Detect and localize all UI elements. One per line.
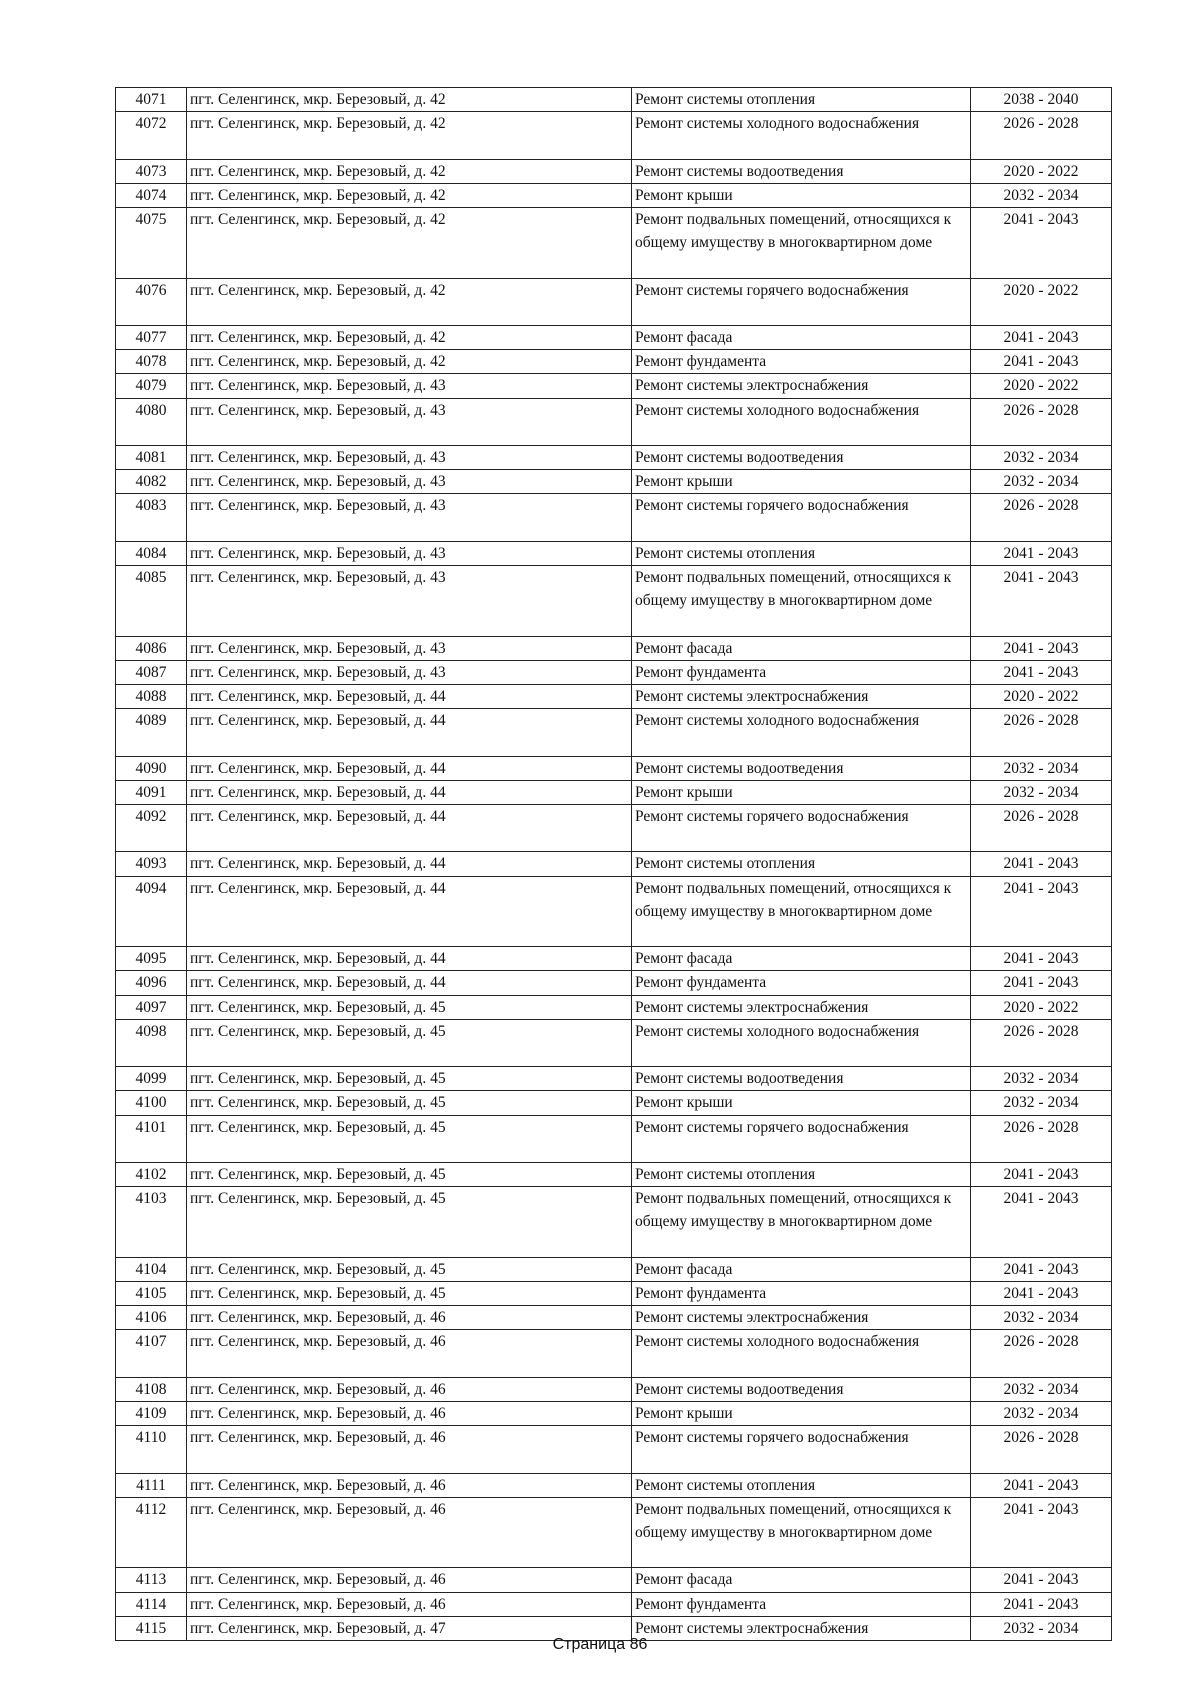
row-number: 4110 — [116, 1426, 187, 1473]
row-number: 4079 — [116, 374, 187, 398]
row-number: 4112 — [116, 1497, 187, 1568]
period-cell: 2041 - 2043 — [971, 1162, 1112, 1186]
table-row — [116, 112, 1112, 159]
row-number: 4095 — [116, 947, 187, 971]
address-cell: пгт. Селенгинск, мкр. Березовый, д. 45 — [187, 1187, 632, 1258]
period-cell: 2032 - 2034 — [971, 1067, 1112, 1091]
address-cell: пгт. Селенгинск, мкр. Березовый, д. 43 — [187, 636, 632, 660]
work-type-cell: Ремонт системы горячего водоснабжения — [632, 494, 971, 541]
period-cell: 2041 - 2043 — [971, 1473, 1112, 1497]
row-number: 4078 — [116, 350, 187, 374]
address-cell: пгт. Селенгинск, мкр. Березовый, д. 45 — [187, 1115, 632, 1162]
row-number: 4086 — [116, 636, 187, 660]
work-type-cell: Ремонт фундамента — [632, 660, 971, 684]
work-type-cell: Ремонт системы горячего водоснабжения — [632, 804, 971, 851]
period-cell: 2032 - 2034 — [971, 1306, 1112, 1330]
table-row — [116, 470, 1112, 494]
work-type-cell: Ремонт системы водоотведения — [632, 756, 971, 780]
period-cell: 2041 - 2043 — [971, 325, 1112, 349]
work-type-cell: Ремонт подвальных помещений, относящихся к общему имуществу в многоквартирном доме — [632, 1187, 971, 1258]
address-cell: пгт. Селенгинск, мкр. Березовый, д. 45 — [187, 1162, 632, 1186]
row-number: 4092 — [116, 804, 187, 851]
period-cell: 2032 - 2034 — [971, 1616, 1112, 1640]
period-cell: 2041 - 2043 — [971, 541, 1112, 565]
row-number: 4075 — [116, 208, 187, 279]
address-cell: пгт. Селенгинск, мкр. Березовый, д. 44 — [187, 971, 632, 995]
work-type-cell: Ремонт подвальных помещений, относящихся к общему имуществу в многоквартирном доме — [632, 1497, 971, 1568]
address-cell: пгт. Селенгинск, мкр. Березовый, д. 44 — [187, 804, 632, 851]
address-cell: пгт. Селенгинск, мкр. Березовый, д. 45 — [187, 1019, 632, 1066]
period-cell: 2032 - 2034 — [971, 470, 1112, 494]
table-row — [116, 1473, 1112, 1497]
address-cell: пгт. Селенгинск, мкр. Березовый, д. 45 — [187, 1281, 632, 1305]
work-type-cell: Ремонт системы электроснабжения — [632, 995, 971, 1019]
work-type-cell: Ремонт системы электроснабжения — [632, 1306, 971, 1330]
row-number: 4085 — [116, 565, 187, 636]
address-cell: пгт. Селенгинск, мкр. Березовый, д. 46 — [187, 1401, 632, 1425]
work-type-cell: Ремонт подвальных помещений, относящихся к общему имуществу в многоквартирном доме — [632, 208, 971, 279]
work-type-cell: Ремонт системы холодного водоснабжения — [632, 1330, 971, 1377]
table-row — [116, 541, 1112, 565]
work-type-cell: Ремонт системы водоотведения — [632, 159, 971, 183]
row-number: 4111 — [116, 1473, 187, 1497]
period-cell: 2041 - 2043 — [971, 1592, 1112, 1616]
period-cell: 2041 - 2043 — [971, 947, 1112, 971]
period-cell: 2026 - 2028 — [971, 112, 1112, 159]
period-cell: 2041 - 2043 — [971, 1257, 1112, 1281]
address-cell: пгт. Селенгинск, мкр. Березовый, д. 43 — [187, 494, 632, 541]
table-row — [116, 947, 1112, 971]
period-cell: 2026 - 2028 — [971, 1330, 1112, 1377]
period-cell: 2041 - 2043 — [971, 350, 1112, 374]
period-cell: 2038 - 2040 — [971, 88, 1112, 112]
table-row — [116, 88, 1112, 112]
table-row — [116, 1019, 1112, 1066]
address-cell: пгт. Селенгинск, мкр. Березовый, д. 42 — [187, 278, 632, 325]
table-row — [116, 159, 1112, 183]
row-number: 4080 — [116, 398, 187, 445]
row-number: 4089 — [116, 709, 187, 756]
address-cell: пгт. Селенгинск, мкр. Березовый, д. 46 — [187, 1306, 632, 1330]
row-number: 4072 — [116, 112, 187, 159]
period-cell: 2026 - 2028 — [971, 1019, 1112, 1066]
address-cell: пгт. Селенгинск, мкр. Березовый, д. 42 — [187, 208, 632, 279]
row-number: 4099 — [116, 1067, 187, 1091]
address-cell: пгт. Селенгинск, мкр. Березовый, д. 44 — [187, 684, 632, 708]
address-cell: пгт. Селенгинск, мкр. Березовый, д. 43 — [187, 398, 632, 445]
row-number: 4107 — [116, 1330, 187, 1377]
row-number: 4098 — [116, 1019, 187, 1066]
address-cell: пгт. Селенгинск, мкр. Березовый, д. 46 — [187, 1330, 632, 1377]
work-type-cell: Ремонт системы отопления — [632, 1162, 971, 1186]
work-type-cell: Ремонт системы отопления — [632, 852, 971, 876]
row-number: 4108 — [116, 1377, 187, 1401]
period-cell: 2041 - 2043 — [971, 971, 1112, 995]
address-cell: пгт. Селенгинск, мкр. Березовый, д. 47 — [187, 1616, 632, 1640]
repair-schedule-table — [115, 87, 1112, 1641]
period-cell: 2032 - 2034 — [971, 1401, 1112, 1425]
work-type-cell: Ремонт системы горячего водоснабжения — [632, 1426, 971, 1473]
period-cell: 2020 - 2022 — [971, 995, 1112, 1019]
table-row — [116, 660, 1112, 684]
table-row — [116, 208, 1112, 279]
table-row — [116, 1067, 1112, 1091]
table-row — [116, 995, 1112, 1019]
address-cell: пгт. Селенгинск, мкр. Березовый, д. 43 — [187, 445, 632, 469]
period-cell: 2020 - 2022 — [971, 278, 1112, 325]
row-number: 4082 — [116, 470, 187, 494]
work-type-cell: Ремонт системы электроснабжения — [632, 1616, 971, 1640]
row-number: 4115 — [116, 1616, 187, 1640]
work-type-cell: Ремонт фундамента — [632, 350, 971, 374]
period-cell: 2041 - 2043 — [971, 636, 1112, 660]
table-row — [116, 325, 1112, 349]
table-row — [116, 971, 1112, 995]
row-number: 4088 — [116, 684, 187, 708]
period-cell: 2041 - 2043 — [971, 1187, 1112, 1258]
period-cell: 2026 - 2028 — [971, 494, 1112, 541]
row-number: 4076 — [116, 278, 187, 325]
table-row — [116, 278, 1112, 325]
table-row — [116, 1568, 1112, 1592]
work-type-cell: Ремонт фасада — [632, 947, 971, 971]
address-cell: пгт. Селенгинск, мкр. Березовый, д. 44 — [187, 780, 632, 804]
address-cell: пгт. Селенгинск, мкр. Березовый, д. 44 — [187, 709, 632, 756]
row-number: 4096 — [116, 971, 187, 995]
table-row — [116, 183, 1112, 207]
table-row — [116, 1257, 1112, 1281]
address-cell: пгт. Селенгинск, мкр. Березовый, д. 42 — [187, 350, 632, 374]
row-number: 4083 — [116, 494, 187, 541]
table-row — [116, 374, 1112, 398]
table-row — [116, 350, 1112, 374]
table-row — [116, 709, 1112, 756]
address-cell: пгт. Селенгинск, мкр. Березовый, д. 44 — [187, 947, 632, 971]
period-cell: 2026 - 2028 — [971, 1115, 1112, 1162]
table-row — [116, 1426, 1112, 1473]
address-cell: пгт. Селенгинск, мкр. Березовый, д. 43 — [187, 541, 632, 565]
work-type-cell: Ремонт фасада — [632, 636, 971, 660]
table-row — [116, 636, 1112, 660]
period-cell: 2041 - 2043 — [971, 565, 1112, 636]
table-row — [116, 756, 1112, 780]
row-number: 4093 — [116, 852, 187, 876]
table-row — [116, 1281, 1112, 1305]
address-cell: пгт. Селенгинск, мкр. Березовый, д. 45 — [187, 995, 632, 1019]
address-cell: пгт. Селенгинск, мкр. Березовый, д. 43 — [187, 660, 632, 684]
work-type-cell: Ремонт подвальных помещений, относящихся к общему имуществу в многоквартирном доме — [632, 876, 971, 947]
address-cell: пгт. Селенгинск, мкр. Березовый, д. 44 — [187, 756, 632, 780]
address-cell: пгт. Селенгинск, мкр. Березовый, д. 42 — [187, 325, 632, 349]
row-number: 4071 — [116, 88, 187, 112]
row-number: 4084 — [116, 541, 187, 565]
period-cell: 2032 - 2034 — [971, 1377, 1112, 1401]
work-type-cell: Ремонт системы отопления — [632, 541, 971, 565]
row-number: 4094 — [116, 876, 187, 947]
work-type-cell: Ремонт системы электроснабжения — [632, 374, 971, 398]
table-row — [116, 1306, 1112, 1330]
period-cell: 2032 - 2034 — [971, 445, 1112, 469]
address-cell: пгт. Селенгинск, мкр. Березовый, д. 44 — [187, 876, 632, 947]
period-cell: 2032 - 2034 — [971, 183, 1112, 207]
address-cell: пгт. Селенгинск, мкр. Березовый, д. 42 — [187, 183, 632, 207]
page-number: Страница 86 — [552, 1636, 648, 1653]
table-row — [116, 1592, 1112, 1616]
address-cell: пгт. Селенгинск, мкр. Березовый, д. 43 — [187, 374, 632, 398]
address-cell: пгт. Селенгинск, мкр. Березовый, д. 46 — [187, 1377, 632, 1401]
row-number: 4102 — [116, 1162, 187, 1186]
period-cell: 2032 - 2034 — [971, 780, 1112, 804]
address-cell: пгт. Селенгинск, мкр. Березовый, д. 46 — [187, 1473, 632, 1497]
table-row — [116, 494, 1112, 541]
work-type-cell: Ремонт системы холодного водоснабжения — [632, 112, 971, 159]
work-type-cell: Ремонт системы водоотведения — [632, 1377, 971, 1401]
work-type-cell: Ремонт системы холодного водоснабжения — [632, 398, 971, 445]
address-cell: пгт. Селенгинск, мкр. Березовый, д. 45 — [187, 1257, 632, 1281]
work-type-cell: Ремонт системы горячего водоснабжения — [632, 1115, 971, 1162]
address-cell: пгт. Селенгинск, мкр. Березовый, д. 44 — [187, 852, 632, 876]
period-cell: 2020 - 2022 — [971, 159, 1112, 183]
period-cell: 2020 - 2022 — [971, 684, 1112, 708]
table-row — [116, 565, 1112, 636]
table-row — [116, 1497, 1112, 1568]
work-type-cell: Ремонт системы отопления — [632, 1473, 971, 1497]
address-cell: пгт. Селенгинск, мкр. Березовый, д. 45 — [187, 1067, 632, 1091]
address-cell: пгт. Селенгинск, мкр. Березовый, д. 42 — [187, 88, 632, 112]
period-cell: 2041 - 2043 — [971, 1281, 1112, 1305]
table-row — [116, 1330, 1112, 1377]
address-cell: пгт. Селенгинск, мкр. Березовый, д. 42 — [187, 112, 632, 159]
period-cell: 2020 - 2022 — [971, 374, 1112, 398]
address-cell: пгт. Селенгинск, мкр. Березовый, д. 42 — [187, 159, 632, 183]
work-type-cell: Ремонт фундамента — [632, 1592, 971, 1616]
period-cell: 2026 - 2028 — [971, 709, 1112, 756]
work-type-cell: Ремонт крыши — [632, 780, 971, 804]
row-number: 4100 — [116, 1091, 187, 1115]
table-row — [116, 1377, 1112, 1401]
period-cell: 2032 - 2034 — [971, 1091, 1112, 1115]
address-cell: пгт. Селенгинск, мкр. Березовый, д. 46 — [187, 1426, 632, 1473]
table-row — [116, 1401, 1112, 1425]
row-number: 4109 — [116, 1401, 187, 1425]
row-number: 4101 — [116, 1115, 187, 1162]
period-cell: 2041 - 2043 — [971, 876, 1112, 947]
table-body — [116, 88, 1112, 1641]
period-cell: 2041 - 2043 — [971, 208, 1112, 279]
row-number: 4103 — [116, 1187, 187, 1258]
work-type-cell: Ремонт фасада — [632, 325, 971, 349]
address-cell: пгт. Селенгинск, мкр. Березовый, д. 46 — [187, 1497, 632, 1568]
period-cell: 2026 - 2028 — [971, 398, 1112, 445]
address-cell: пгт. Селенгинск, мкр. Березовый, д. 46 — [187, 1592, 632, 1616]
work-type-cell: Ремонт крыши — [632, 1091, 971, 1115]
work-type-cell: Ремонт системы водоотведения — [632, 445, 971, 469]
work-type-cell: Ремонт фасада — [632, 1568, 971, 1592]
work-type-cell: Ремонт крыши — [632, 183, 971, 207]
row-number: 4081 — [116, 445, 187, 469]
table-row — [116, 1091, 1112, 1115]
work-type-cell: Ремонт системы водоотведения — [632, 1067, 971, 1091]
work-type-cell: Ремонт фундамента — [632, 1281, 971, 1305]
work-type-cell: Ремонт системы отопления — [632, 88, 971, 112]
table-row — [116, 780, 1112, 804]
table-row — [116, 1162, 1112, 1186]
address-cell: пгт. Селенгинск, мкр. Березовый, д. 45 — [187, 1091, 632, 1115]
row-number: 4104 — [116, 1257, 187, 1281]
work-type-cell: Ремонт крыши — [632, 470, 971, 494]
period-cell: 2041 - 2043 — [971, 1497, 1112, 1568]
row-number: 4105 — [116, 1281, 187, 1305]
period-cell: 2032 - 2034 — [971, 756, 1112, 780]
row-number: 4114 — [116, 1592, 187, 1616]
table-row — [116, 1115, 1112, 1162]
work-type-cell: Ремонт крыши — [632, 1401, 971, 1425]
work-type-cell: Ремонт системы холодного водоснабжения — [632, 1019, 971, 1066]
period-cell: 2041 - 2043 — [971, 852, 1112, 876]
table-row — [116, 804, 1112, 851]
table-row — [116, 398, 1112, 445]
row-number: 4090 — [116, 756, 187, 780]
row-number: 4073 — [116, 159, 187, 183]
row-number: 4077 — [116, 325, 187, 349]
work-type-cell: Ремонт подвальных помещений, относящихся к общему имуществу в многоквартирном доме — [632, 565, 971, 636]
period-cell: 2026 - 2028 — [971, 804, 1112, 851]
row-number: 4113 — [116, 1568, 187, 1592]
work-type-cell: Ремонт фасада — [632, 1257, 971, 1281]
work-type-cell: Ремонт фундамента — [632, 971, 971, 995]
row-number: 4074 — [116, 183, 187, 207]
table-row — [116, 852, 1112, 876]
row-number: 4087 — [116, 660, 187, 684]
table-row — [116, 876, 1112, 947]
period-cell: 2041 - 2043 — [971, 660, 1112, 684]
row-number: 4106 — [116, 1306, 187, 1330]
period-cell: 2026 - 2028 — [971, 1426, 1112, 1473]
work-type-cell: Ремонт системы горячего водоснабжения — [632, 278, 971, 325]
row-number: 4091 — [116, 780, 187, 804]
table-row — [116, 1187, 1112, 1258]
address-cell: пгт. Селенгинск, мкр. Березовый, д. 43 — [187, 470, 632, 494]
period-cell: 2041 - 2043 — [971, 1568, 1112, 1592]
row-number: 4097 — [116, 995, 187, 1019]
address-cell: пгт. Селенгинск, мкр. Березовый, д. 43 — [187, 565, 632, 636]
table-row — [116, 684, 1112, 708]
work-type-cell: Ремонт системы холодного водоснабжения — [632, 709, 971, 756]
address-cell: пгт. Селенгинск, мкр. Березовый, д. 46 — [187, 1568, 632, 1592]
table-row — [116, 445, 1112, 469]
work-type-cell: Ремонт системы электроснабжения — [632, 684, 971, 708]
